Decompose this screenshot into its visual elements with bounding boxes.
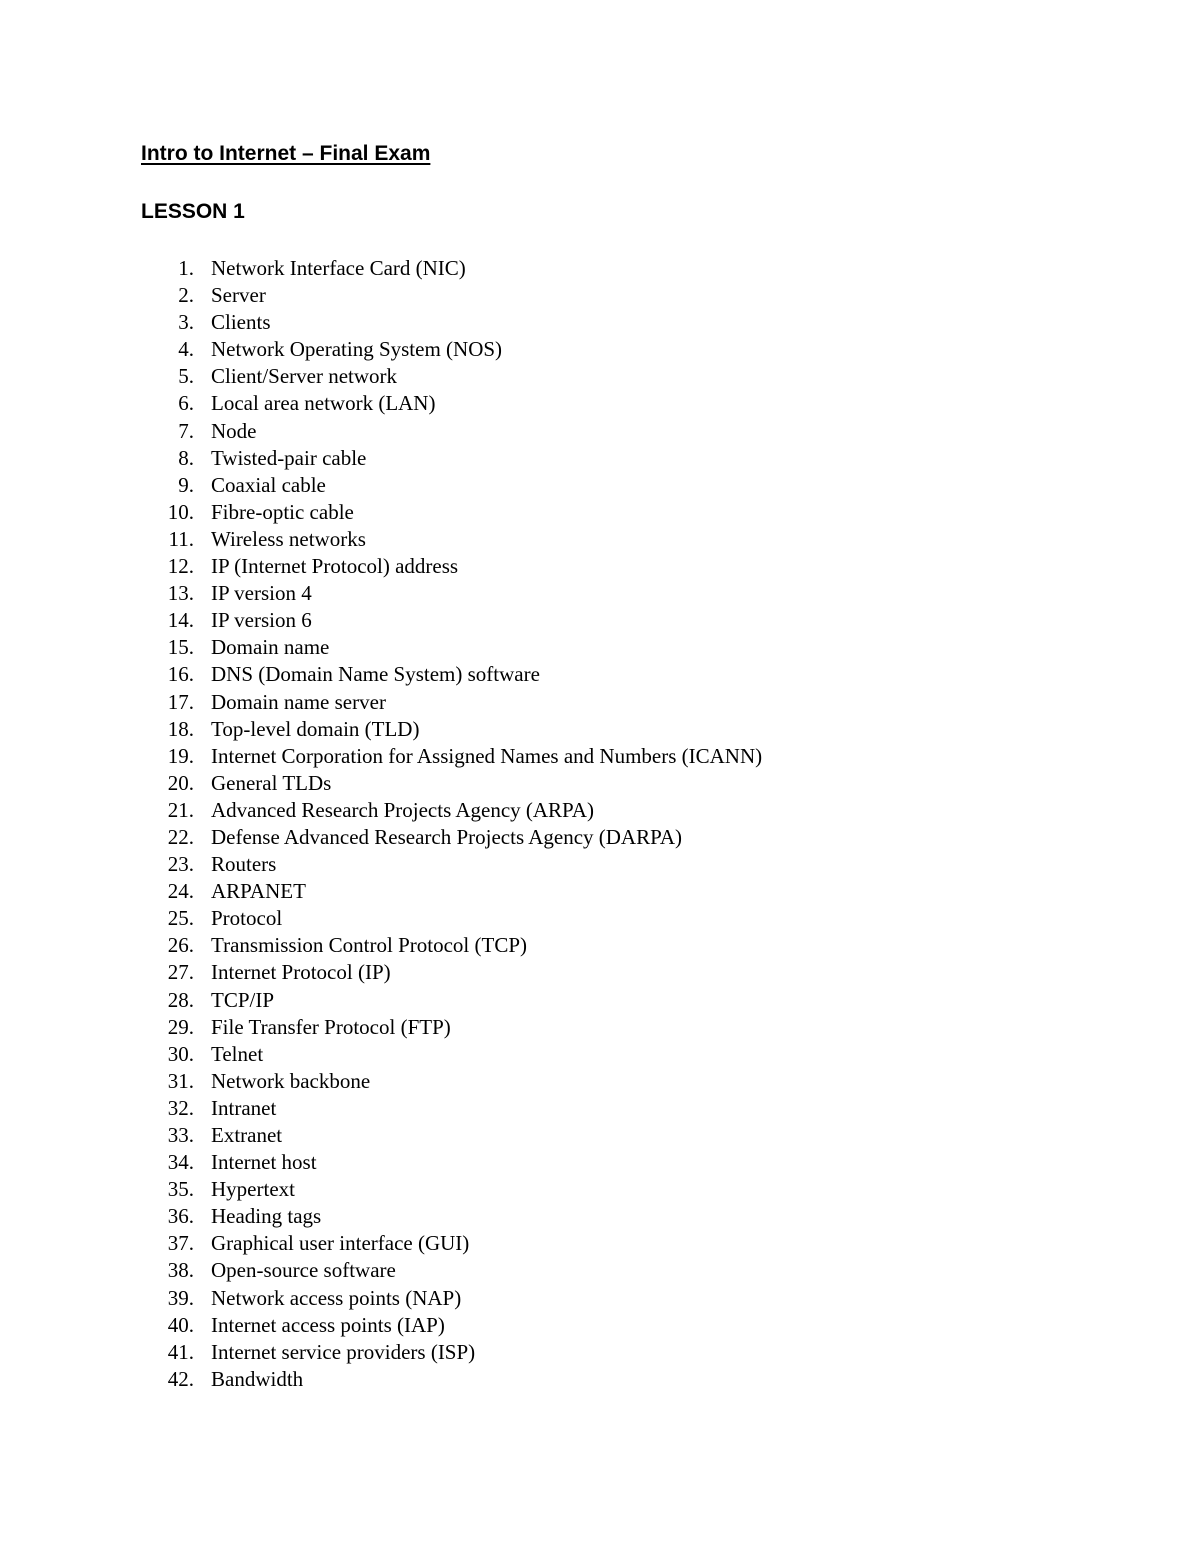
list-item-text: Network Operating System (NOS) [211, 337, 503, 362]
list-item-number: 36. [167, 1204, 194, 1229]
list-item-text: Defense Advanced Research Projects Agency (DARPA) [211, 824, 683, 849]
list-item-text: Wireless networks [211, 526, 366, 551]
list-item-text: Graphical user interface (GUI) [211, 1231, 470, 1256]
list-item-number: 30. [167, 1041, 194, 1066]
list-item-text: Protocol [211, 906, 283, 931]
list-item-number: 20. [167, 770, 194, 795]
list-item-number: 6. [178, 391, 194, 416]
list-item-number: 5. [178, 364, 194, 389]
list-item-text: Hypertext [211, 1177, 295, 1202]
list-item-text: ARPANET [211, 879, 306, 904]
list-item-text: Server [211, 283, 266, 308]
list-item-number: 12. [167, 554, 194, 579]
list-item-text: Transmission Control Protocol (TCP) [211, 933, 528, 958]
list-item-number: 18. [167, 716, 194, 741]
list-item-text: IP version 6 [211, 608, 312, 633]
list-item-text: Internet Protocol (IP) [211, 960, 391, 985]
list-item-text: TCP/IP [211, 987, 275, 1012]
list-item-text: Coaxial cable [211, 472, 326, 497]
lesson-heading: LESSON 1 [141, 200, 245, 223]
document-title: Intro to Internet – Final Exam [141, 142, 431, 165]
list-item-text: File Transfer Protocol (FTP) [211, 1014, 451, 1039]
list-item-text: Intranet [211, 1095, 277, 1120]
list-item-number: 13. [167, 581, 194, 606]
list-item-text: Local area network (LAN) [211, 391, 436, 416]
list-item-number: 1. [178, 256, 194, 280]
list-item-number: 23. [167, 852, 194, 877]
list-item-number: 16. [167, 662, 194, 687]
list-item-number: 8. [178, 445, 194, 470]
list-item-text: Node [211, 418, 257, 443]
list-item-number: 31. [167, 1068, 194, 1093]
list-item-text: Twisted-pair cable [211, 445, 367, 470]
list-item-text: Network Interface Card (NIC) [211, 256, 466, 280]
list-item-number: 34. [167, 1150, 194, 1175]
list-item-text: Network access points (NAP) [211, 1285, 462, 1310]
list-item-text: Network backbone [211, 1068, 371, 1093]
list-item-text: DNS (Domain Name System) software [211, 662, 540, 687]
list-item-number: 10. [167, 499, 194, 524]
list-item-text: Bandwidth [211, 1366, 304, 1391]
list-item-number: 17. [167, 689, 194, 714]
list-item-number: 39. [167, 1285, 194, 1310]
list-item-number: 4. [178, 337, 194, 362]
list-item-text: Telnet [211, 1041, 264, 1066]
list-item-number: 24. [167, 879, 194, 904]
list-item-text: Client/Server network [211, 364, 398, 389]
list-item-number: 14. [167, 608, 194, 633]
list-item-number: 33. [167, 1123, 194, 1147]
list-item-text: Open-source software [211, 1258, 396, 1283]
list-item-text: Internet host [211, 1150, 317, 1175]
list-item-text: IP version 4 [211, 581, 312, 606]
list-item-text: Top-level domain (TLD) [211, 716, 420, 741]
list-item-number: 28. [167, 987, 194, 1012]
list-item-number: 41. [167, 1339, 194, 1364]
list-item-number: 40. [167, 1312, 194, 1337]
list-item-text: Routers [211, 852, 277, 877]
list-item-number: 9. [178, 472, 194, 497]
list-item-text: Domain name server [211, 689, 386, 714]
list-item-number: 3. [178, 310, 194, 335]
list-item-number: 7. [178, 418, 194, 443]
list-item-number: 38. [167, 1258, 194, 1283]
list-item-text: Fibre-optic cable [211, 499, 354, 524]
list-item-text: Advanced Research Projects Agency (ARPA) [211, 797, 594, 822]
list-item-text: General TLDs [211, 770, 332, 795]
list-item-number: 35. [167, 1177, 194, 1202]
list-item-number: 15. [167, 635, 194, 660]
list-item-text: IP (Internet Protocol) address [211, 554, 459, 579]
list-item-text: Extranet [211, 1123, 283, 1147]
list-item-number: 29. [167, 1014, 194, 1039]
list-item-number: 11. [168, 526, 194, 551]
list-item-text: Heading tags [211, 1204, 322, 1229]
list-item-number: 2. [178, 283, 194, 308]
list-item-number: 19. [167, 743, 194, 768]
list-item-text: Domain name [211, 635, 330, 660]
list-item-number: 26. [167, 933, 194, 958]
list-item-text: Internet Corporation for Assigned Names and Numbers (ICANN) [211, 743, 763, 768]
list-item-number: 21. [167, 797, 194, 822]
list-item-number: 32. [167, 1095, 194, 1120]
list-item-text: Internet access points (IAP) [211, 1312, 445, 1337]
list-item-number: 22. [167, 824, 194, 849]
list-item-text: Internet service providers (ISP) [211, 1339, 476, 1364]
list-item-number: 42. [167, 1366, 194, 1391]
list-item-number: 25. [167, 906, 194, 931]
list-item-text: Clients [211, 310, 271, 335]
list-item-number: 27. [167, 960, 194, 985]
list-item-number: 37. [167, 1231, 194, 1256]
